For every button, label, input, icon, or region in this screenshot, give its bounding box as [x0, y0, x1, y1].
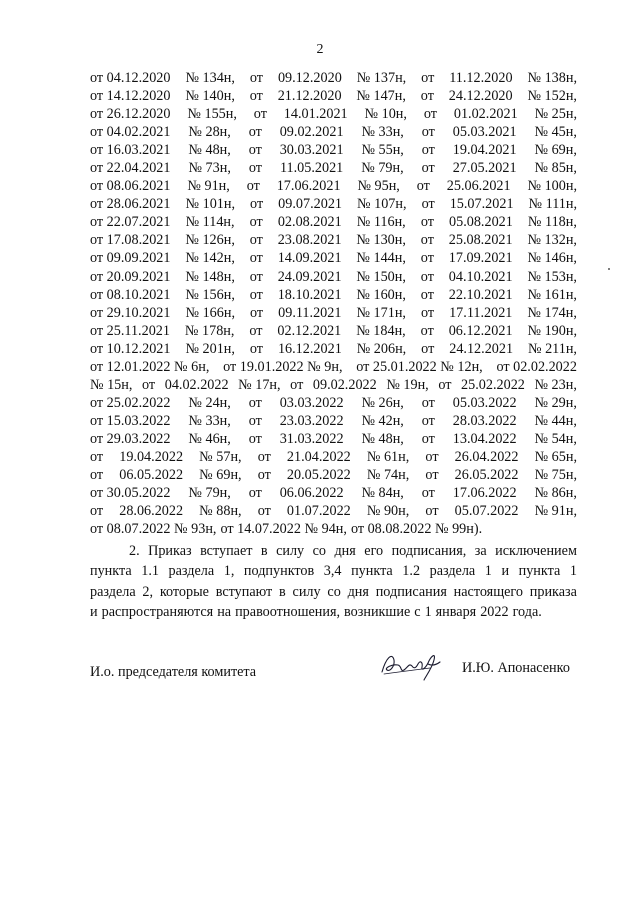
order-token: № 174н, — [527, 304, 577, 321]
paragraph-word: распространяются — [101, 603, 214, 620]
order-token: 06.06.2022 — [279, 485, 344, 502]
order-token: № 171н, — [356, 304, 406, 321]
order-line — [90, 213, 577, 231]
order-token: 25.06.2021 — [446, 178, 511, 195]
paragraph-line — [90, 541, 577, 561]
order-line — [90, 105, 577, 123]
order-token: № 91н, — [534, 503, 577, 520]
order-line — [90, 394, 577, 412]
order-token: № 150н, — [356, 268, 406, 285]
order-token: № 24н, — [188, 394, 231, 411]
paragraph-word: пункта — [351, 563, 393, 580]
order-token: 09.11.2021 — [278, 304, 342, 321]
order-token: от 25.02.2022 — [90, 394, 171, 411]
order-token: 19.04.2022 — [119, 448, 184, 465]
order-line — [90, 502, 577, 520]
order-token: № 86н, — [534, 485, 577, 502]
order-token: 13.04.2022 — [452, 430, 517, 447]
order-token: от 22.07.2021 — [90, 214, 171, 231]
order-token: № 130н, — [356, 232, 406, 249]
order-token: 01.07.2022 — [286, 503, 351, 520]
order-token: от — [420, 232, 434, 249]
order-token: от — [90, 503, 104, 520]
order-token: 09.02.2021 — [279, 124, 344, 141]
order-token: от — [416, 178, 430, 195]
order-token: 22.10.2021 — [448, 286, 513, 303]
order-line — [90, 195, 577, 213]
order-token: № 44н, — [534, 412, 577, 429]
order-token: 14.01.2021 — [283, 106, 348, 123]
paragraph-word: раздела — [168, 563, 215, 580]
order-token: № 17н, — [238, 376, 281, 393]
paragraph-word: и — [90, 603, 98, 620]
paragraph-word: 3,4 — [323, 563, 342, 580]
order-token: № 45н, — [534, 124, 577, 141]
order-token: 19.04.2021 — [452, 142, 517, 159]
order-token: от — [420, 304, 435, 321]
paragraph-word: и — [501, 563, 510, 580]
order-token: № 15н, — [90, 376, 133, 393]
order-token: от — [420, 214, 434, 231]
order-token: от — [249, 322, 263, 339]
order-token: от — [249, 70, 263, 86]
order-token: 26.04.2022 — [454, 448, 519, 465]
order-token: от — [421, 430, 435, 447]
order-token: № 90н, — [366, 503, 410, 520]
order-token: № 126н, — [185, 232, 235, 249]
order-token: № 144н, — [356, 250, 406, 267]
paragraph-word: января — [435, 603, 477, 620]
paragraph-word: 1 — [484, 563, 492, 580]
order-token: от 09.09.2021 — [90, 250, 171, 267]
order-token: от — [421, 70, 435, 86]
order-line — [90, 340, 577, 358]
order-token: от — [248, 160, 262, 177]
order-token: от — [248, 124, 262, 141]
order-token: № 33н, — [361, 124, 404, 141]
order-token: от — [250, 196, 264, 213]
order-token: от 08.07.2022 № 93н, — [90, 521, 217, 538]
paragraph-word: на — [217, 603, 232, 620]
order-token: от — [257, 503, 271, 520]
order-token: 02.08.2021 — [277, 214, 342, 231]
order-token: от — [421, 485, 435, 502]
order-token: от — [249, 340, 263, 357]
order-line — [90, 159, 577, 177]
paragraph-word: правоотношения, — [235, 603, 341, 620]
order-token: 28.06.2022 — [119, 503, 184, 520]
order-token: № 42н, — [361, 412, 404, 429]
order-token: от — [250, 304, 264, 321]
order-token: № 69н, — [534, 142, 577, 159]
order-token: 21.04.2022 — [286, 448, 351, 465]
signatory-title: И.о. председателя комитета — [90, 664, 257, 680]
order-token: № 118н, — [527, 214, 577, 231]
order-token: от — [249, 250, 263, 267]
order-token: 01.02.2021 — [453, 106, 518, 123]
paragraph-word: дня — [334, 543, 356, 559]
order-line — [90, 376, 577, 394]
order-token: 23.03.2022 — [279, 412, 344, 429]
order-token: 18.10.2021 — [277, 286, 342, 303]
order-token: № 166н, — [185, 304, 236, 321]
clause-2-paragraph — [90, 541, 577, 622]
order-token: от — [421, 142, 435, 159]
order-token: № 147н, — [356, 88, 406, 105]
order-token: 05.03.2022 — [452, 394, 517, 411]
signatory-name: И.Ю. Апонасенко — [462, 660, 570, 676]
order-token: от — [423, 106, 437, 123]
paragraph-word: подписания, — [391, 543, 467, 559]
paragraph-word: исключением — [495, 543, 577, 559]
order-token: от 10.12.2021 — [90, 340, 171, 357]
order-token: от — [290, 376, 304, 393]
order-line — [90, 358, 577, 376]
order-token: от — [248, 142, 262, 159]
order-token: от — [90, 467, 104, 484]
order-token: от — [421, 394, 435, 411]
order-token: № 184н, — [356, 322, 406, 339]
order-token: от 26.12.2020 — [90, 106, 171, 123]
order-token: № 160н, — [356, 286, 406, 303]
order-token: № 155н, — [187, 106, 237, 123]
order-token: от — [421, 196, 435, 213]
order-token: 17.09.2021 — [448, 250, 513, 267]
order-token: 25.02.2022 — [461, 376, 525, 393]
order-token: от 04.12.2020 — [90, 70, 171, 86]
paragraph-word: которые — [159, 583, 209, 600]
order-token: 06.12.2021 — [448, 322, 513, 339]
order-token: от — [249, 286, 263, 303]
order-token: 15.07.2021 — [449, 196, 514, 213]
paragraph-word: силу — [292, 583, 321, 600]
order-token: от 22.04.2021 — [90, 160, 171, 177]
paragraph-word: со — [327, 583, 341, 600]
paragraph-word: пункта — [518, 563, 561, 580]
paragraph-word: 1 — [424, 603, 432, 620]
order-token: от 12.01.2022 № 6н, — [90, 358, 210, 375]
paragraph-word: в — [279, 583, 286, 600]
order-line — [90, 484, 577, 502]
paragraph-word: 1.2 — [402, 563, 421, 580]
order-token: № 29н, — [534, 394, 577, 411]
order-token: № 100н, — [527, 178, 577, 195]
orders-list — [90, 69, 577, 538]
paragraph-line — [90, 561, 577, 581]
order-token: № 132н, — [527, 232, 577, 249]
order-token: 24.12.2021 — [449, 340, 514, 357]
order-token: № 84н, — [361, 485, 404, 502]
order-token: от — [249, 268, 263, 285]
paragraph-word: 1.1 — [141, 563, 159, 580]
order-line — [90, 141, 577, 159]
paragraph-word: пункта — [90, 563, 132, 580]
order-line — [90, 249, 577, 267]
order-token: № 95н, — [357, 178, 400, 195]
paragraph-word: с — [414, 603, 421, 620]
order-token: от — [142, 376, 156, 393]
order-line — [90, 69, 577, 87]
order-token: 11.12.2020 — [449, 70, 513, 86]
order-line — [90, 466, 577, 484]
order-token: от — [90, 448, 104, 465]
order-token: от 15.03.2022 — [90, 412, 171, 429]
order-token: 21.12.2020 — [277, 88, 342, 105]
paragraph-word: 2. — [129, 543, 140, 559]
order-token: № 33н, — [188, 412, 231, 429]
paragraph-word: силу — [276, 543, 305, 559]
order-token: № 48н, — [188, 142, 231, 159]
order-token: от — [420, 322, 434, 339]
order-token: 09.02.2022 — [312, 376, 377, 393]
order-token: № 26н, — [361, 394, 404, 411]
order-token: от — [246, 178, 260, 195]
paragraph-word: подписания — [375, 583, 447, 600]
order-token: № 146н, — [527, 250, 577, 267]
order-token: 04.02.2022 — [164, 376, 229, 393]
paragraph-word: за — [474, 543, 487, 559]
order-token: 17.06.2022 — [452, 485, 517, 502]
order-token: № 57н, — [199, 448, 242, 465]
order-token: № 107н, — [357, 196, 407, 213]
order-token: 11.05.2021 — [279, 160, 344, 177]
order-token: № 61н, — [366, 448, 410, 465]
order-token: № 48н, — [361, 430, 404, 447]
order-token: от — [421, 124, 435, 141]
order-token: 09.12.2020 — [277, 70, 342, 86]
order-token: № 201н, — [185, 340, 235, 357]
order-token: от — [438, 376, 452, 393]
order-token: от — [248, 394, 262, 411]
order-token: № 137н, — [356, 70, 407, 86]
order-token: от 14.12.2020 — [90, 88, 171, 105]
order-token: от — [420, 88, 434, 105]
paragraph-word: настоящего — [453, 583, 523, 600]
order-token: № 69н, — [199, 467, 242, 484]
order-token: № 91н, — [187, 178, 230, 195]
order-token: от — [253, 106, 267, 123]
order-token: № 10н, — [364, 106, 407, 123]
order-token: 02.12.2021 — [277, 322, 342, 339]
order-token: № 23н, — [534, 376, 577, 393]
paragraph-word: подпунктов — [243, 563, 315, 580]
paragraph-word: приказа — [529, 583, 577, 600]
order-token: № 74н, — [366, 467, 410, 484]
order-token: 05.08.2021 — [449, 214, 513, 231]
order-line — [90, 268, 577, 286]
order-token: 04.10.2021 — [448, 268, 513, 285]
order-token: от — [421, 340, 435, 357]
order-token: 06.05.2022 — [119, 467, 184, 484]
paragraph-word: года. — [512, 603, 542, 620]
order-line — [90, 177, 577, 195]
order-token: от 02.02.2022 — [496, 358, 577, 375]
order-token: от — [420, 268, 434, 285]
order-token: от 04.02.2021 — [90, 124, 171, 141]
paragraph-word: 2, — [142, 583, 154, 600]
order-token: от — [420, 286, 434, 303]
order-token: 14.09.2021 — [277, 250, 342, 267]
order-token: 25.08.2021 — [448, 232, 513, 249]
order-token: 03.03.2022 — [279, 394, 344, 411]
order-token: № 116н, — [356, 214, 406, 231]
order-token: № 79н, — [361, 160, 404, 177]
handwritten-signature — [378, 646, 442, 682]
order-token: № 140н, — [185, 88, 235, 105]
order-token: № 178н, — [184, 322, 235, 339]
order-token: 28.03.2022 — [452, 412, 517, 429]
order-token: 05.03.2021 — [452, 124, 517, 141]
order-token: № 46н, — [188, 430, 231, 447]
order-token: № 190н, — [527, 322, 577, 339]
order-token: 20.05.2022 — [286, 467, 351, 484]
paragraph-word: вступают — [215, 583, 273, 600]
order-token: от — [425, 448, 439, 465]
order-token: от 25.01.2022 № 12н, — [356, 358, 483, 375]
paragraph-word: дня — [347, 583, 369, 600]
order-token: от — [420, 250, 434, 267]
order-line — [90, 448, 577, 466]
order-token: от — [421, 412, 435, 429]
order-token: 17.06.2021 — [276, 178, 341, 195]
paragraph-line — [90, 582, 577, 602]
order-token: № 65н, — [534, 448, 577, 465]
order-token: от 29.10.2021 — [90, 304, 171, 321]
order-token: № 85н, — [534, 160, 577, 177]
order-line — [90, 87, 577, 105]
paragraph-word: раздела — [429, 563, 476, 580]
order-token: № 161н, — [527, 286, 577, 303]
order-token: № 28н, — [188, 124, 231, 141]
paragraph-word: раздела — [90, 583, 136, 600]
order-token: от — [248, 412, 262, 429]
order-line — [90, 123, 577, 141]
order-token: № 142н, — [185, 250, 235, 267]
paragraph-word: вступает — [200, 543, 253, 559]
order-token: 09.07.2021 — [278, 196, 343, 213]
order-line — [90, 231, 577, 249]
paragraph-word: возникшие — [344, 603, 411, 620]
order-token: от 28.06.2021 — [90, 196, 171, 213]
order-token: 17.11.2021 — [449, 304, 513, 321]
order-token: № 19н, — [386, 376, 429, 393]
paragraph-word: 1 — [569, 563, 577, 580]
order-token: от 16.03.2021 — [90, 142, 171, 159]
order-token: № 114н, — [185, 214, 235, 231]
paragraph-word: со — [312, 543, 327, 559]
order-token: № 156н, — [185, 286, 235, 303]
order-token: от 08.10.2021 — [90, 286, 171, 303]
order-token: от 14.07.2022 № 94н, — [220, 521, 347, 538]
order-token: от 25.11.2021 — [90, 322, 170, 339]
order-token: 26.05.2022 — [454, 467, 519, 484]
order-line — [90, 430, 577, 448]
order-token: № 111н, — [528, 196, 577, 213]
order-token: от — [249, 232, 263, 249]
order-token: от — [257, 448, 271, 465]
order-token: от — [248, 485, 262, 502]
order-token: от — [257, 467, 271, 484]
paragraph-word: его — [364, 543, 384, 559]
order-token: № 101н, — [185, 196, 236, 213]
paragraph-word: Приказ — [148, 543, 192, 559]
order-token: № 206н, — [356, 340, 407, 357]
order-token: от 30.05.2022 — [90, 485, 171, 502]
order-line — [90, 304, 577, 322]
order-token: от 20.09.2021 — [90, 268, 171, 285]
order-token: 27.05.2021 — [452, 160, 517, 177]
order-token: от — [249, 214, 263, 231]
paragraph-word: 2022 — [480, 603, 509, 620]
order-token: 30.03.2021 — [279, 142, 344, 159]
order-token: от 08.08.2022 № 99н). — [350, 521, 483, 538]
order-token: № 55н, — [361, 142, 404, 159]
order-token: № 138н, — [527, 70, 577, 86]
order-token: № 211н, — [528, 340, 577, 357]
paragraph-word: 1, — [223, 563, 235, 580]
order-token: от — [421, 160, 435, 177]
order-token: № 25н, — [534, 106, 577, 123]
order-token: 24.12.2020 — [448, 88, 513, 105]
order-token: 16.12.2021 — [277, 340, 342, 357]
order-token: 23.08.2021 — [277, 232, 342, 249]
order-token: № 153н, — [527, 268, 577, 285]
order-token: № 75н, — [534, 467, 577, 484]
order-line — [90, 286, 577, 304]
order-token: от 17.08.2021 — [90, 232, 171, 249]
order-token: № 54н, — [534, 430, 577, 447]
order-token: № 134н, — [185, 70, 235, 86]
order-token: № 152н, — [527, 88, 577, 105]
order-token: от — [249, 88, 263, 105]
order-token: от 29.03.2022 — [90, 430, 171, 447]
order-token: от 19.01.2022 № 9н, — [223, 358, 343, 375]
page-number: 2 — [316, 42, 324, 57]
order-token: от — [248, 430, 262, 447]
order-token: от — [425, 467, 439, 484]
margin-mark — [608, 268, 610, 270]
paragraph-line — [90, 602, 577, 622]
order-token: № 148н, — [185, 268, 235, 285]
order-token: от — [425, 503, 439, 520]
order-token: 05.07.2022 — [454, 503, 519, 520]
order-token: 31.03.2022 — [279, 430, 344, 447]
order-token: № 88н, — [199, 503, 242, 520]
order-line — [90, 520, 577, 538]
order-token: № 79н, — [188, 485, 231, 502]
order-token: № 73н, — [188, 160, 231, 177]
paragraph-word: в — [260, 543, 268, 559]
order-token: 24.09.2021 — [277, 268, 342, 285]
order-line — [90, 412, 577, 430]
order-line — [90, 322, 577, 340]
order-token: от 08.06.2021 — [90, 178, 171, 195]
